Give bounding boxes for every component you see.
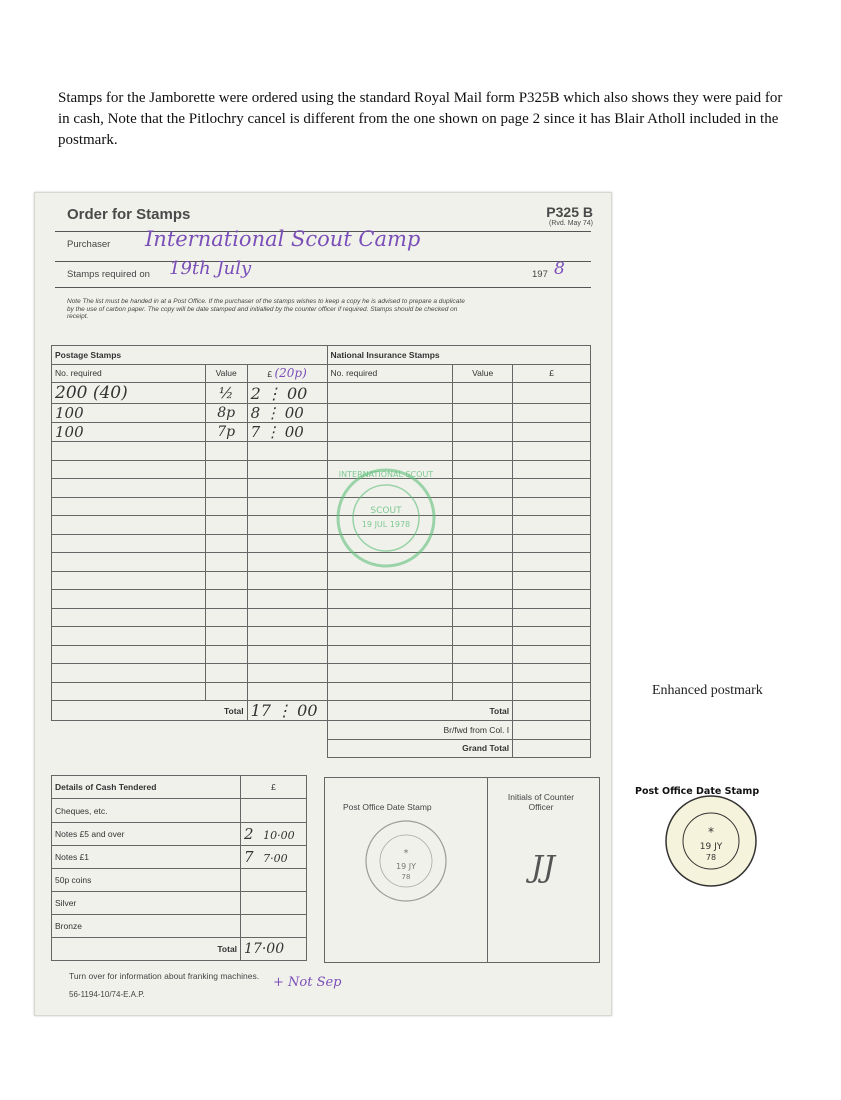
cash-row-3-pounds: 7 [244,848,254,866]
postmark-year: 78 [401,873,411,881]
postage-total-pence: 00 [297,701,318,720]
cash-row-3-pence: 7·00 [263,852,288,865]
cachet-mid: SCOUT [370,506,402,516]
enhanced-postmark-caption: Enhanced postmark [652,683,763,698]
row-3-pence: 00 [284,423,304,441]
row-1-pounds: 2 [250,383,261,403]
col-value: Value [205,364,247,383]
postage-total-label: Total [52,701,248,721]
purchaser-label: Purchaser [67,239,111,250]
initials-signature: JJ [531,850,556,885]
postmark-date: 19 JY [396,862,416,871]
stamps-table [51,345,591,758]
po-stamp-label: Post Office Date Stamp [343,802,432,812]
cash-row-2-pence: 10·00 [263,829,295,842]
svg-text:*: * [403,848,409,859]
row-2-value: 8p [205,404,247,423]
cash-total-label: Total [52,938,241,961]
form-code [546,204,593,227]
col-pound-sign: £ [267,369,273,380]
purchaser-value: International Scout Camp [145,227,421,251]
cash-row-2-label: Notes £5 and over [52,823,241,846]
row-2-no: 100 [52,404,206,423]
cash-row-4-label: 50p coins [52,869,241,892]
footer-code: 56-1194-10/74-E.A.P. [69,990,145,999]
ni-col-no-required: No. required [327,364,453,383]
col-no-required: No. required [52,364,206,383]
form-title: Order for Stamps [67,206,191,223]
row-1-amount: 2 ⋮ 00 [247,383,327,404]
year-prefix: 197 [532,269,548,280]
ni-col-value: Value [453,364,513,383]
row-2-amount: 8 ⋮ 00 [247,404,327,423]
ni-header: National Insurance Stamps [327,346,591,365]
row-3-amount: 7 ⋮ 00 [247,423,327,442]
row-2-pounds: 8 [250,404,261,422]
row-1-no: 200 (40) [52,383,206,404]
enh-postmark-year: 78 [705,853,717,862]
cash-row-2-amount [241,823,307,846]
intro-paragraph: Stamps for the Jamborette were ordered using the standard Royal Mail form P325B which also shows they were paid for in cash, Note that the Pitlochry cancel is different from the one shown on page 2 since it has Blair Atholl included in the postmark. [58,90,783,148]
brfwd-label: Br/fwd from Col. I [327,721,513,740]
form-code-main: P325 B [546,204,593,220]
pound-note: (20p) [274,366,307,381]
cash-row-5-label: Silver [52,892,241,915]
cash-total: 17·00 [241,938,307,961]
year-suffix: 8 [554,259,565,279]
form-note: Note The list must be handed in at a Post Office. If the purchaser of the stamps wishes to keep a copy he is advised to prepare a duplicate by the use of carbon paper. The copy will be date stamped and initialled by the counter officer if required. Stamps should be checked on receipt. [67,298,465,320]
cash-row-6-label: Bronze [52,915,241,938]
grand-total-label: Grand Total [327,739,513,758]
col-pound [247,364,327,383]
scout-camp-cachet [331,463,441,573]
row-2-pence: 00 [284,404,304,422]
turn-over-note: Turn over for information about franking machines. [69,971,260,981]
ni-col-pound: £ [513,364,591,383]
row-1-value: ½ [205,383,247,404]
cachet-date: 19 JUL 1978 [361,520,411,529]
postage-total-pounds: 17 [250,701,271,720]
order-form [34,192,612,1016]
cash-table [51,775,307,961]
pitlochry-postmark [361,816,451,906]
post-office-stamp-box [324,777,600,963]
footer-handwriting: + Not Sep [273,975,342,990]
cash-row-3-label: Notes £1 [52,846,241,869]
cachet-top: INTERNATIONAL SCOUT [338,470,434,479]
cash-row-1-label: Cheques, etc. [52,799,241,823]
required-on-value: 19th July [169,258,252,279]
cash-row-2-pounds: 2 [244,825,254,843]
ni-total-label: Total [327,701,513,721]
cash-row-3-amount [241,846,307,869]
initials-label: Initials of Counter Officer [507,792,575,812]
cash-header: Details of Cash Tendered [52,776,241,799]
cash-pound: £ [241,776,307,799]
row-3-value: 7p [205,423,247,442]
enhanced-postmark [631,784,776,899]
form-code-sub: (Rvd. May 74) [549,220,593,227]
required-on-label: Stamps required on [67,269,150,280]
row-3-no: 100 [52,423,206,442]
postage-total: 17 ⋮ 00 [247,701,327,721]
row-3-pounds: 7 [250,423,261,441]
enh-postmark-date: 19 JY [699,842,723,852]
svg-text:*: * [708,825,714,839]
row-1-pence: 00 [286,383,308,403]
postage-header: Postage Stamps [52,346,328,365]
enh-postmark-label: Post Office Date Stamp [635,786,760,797]
